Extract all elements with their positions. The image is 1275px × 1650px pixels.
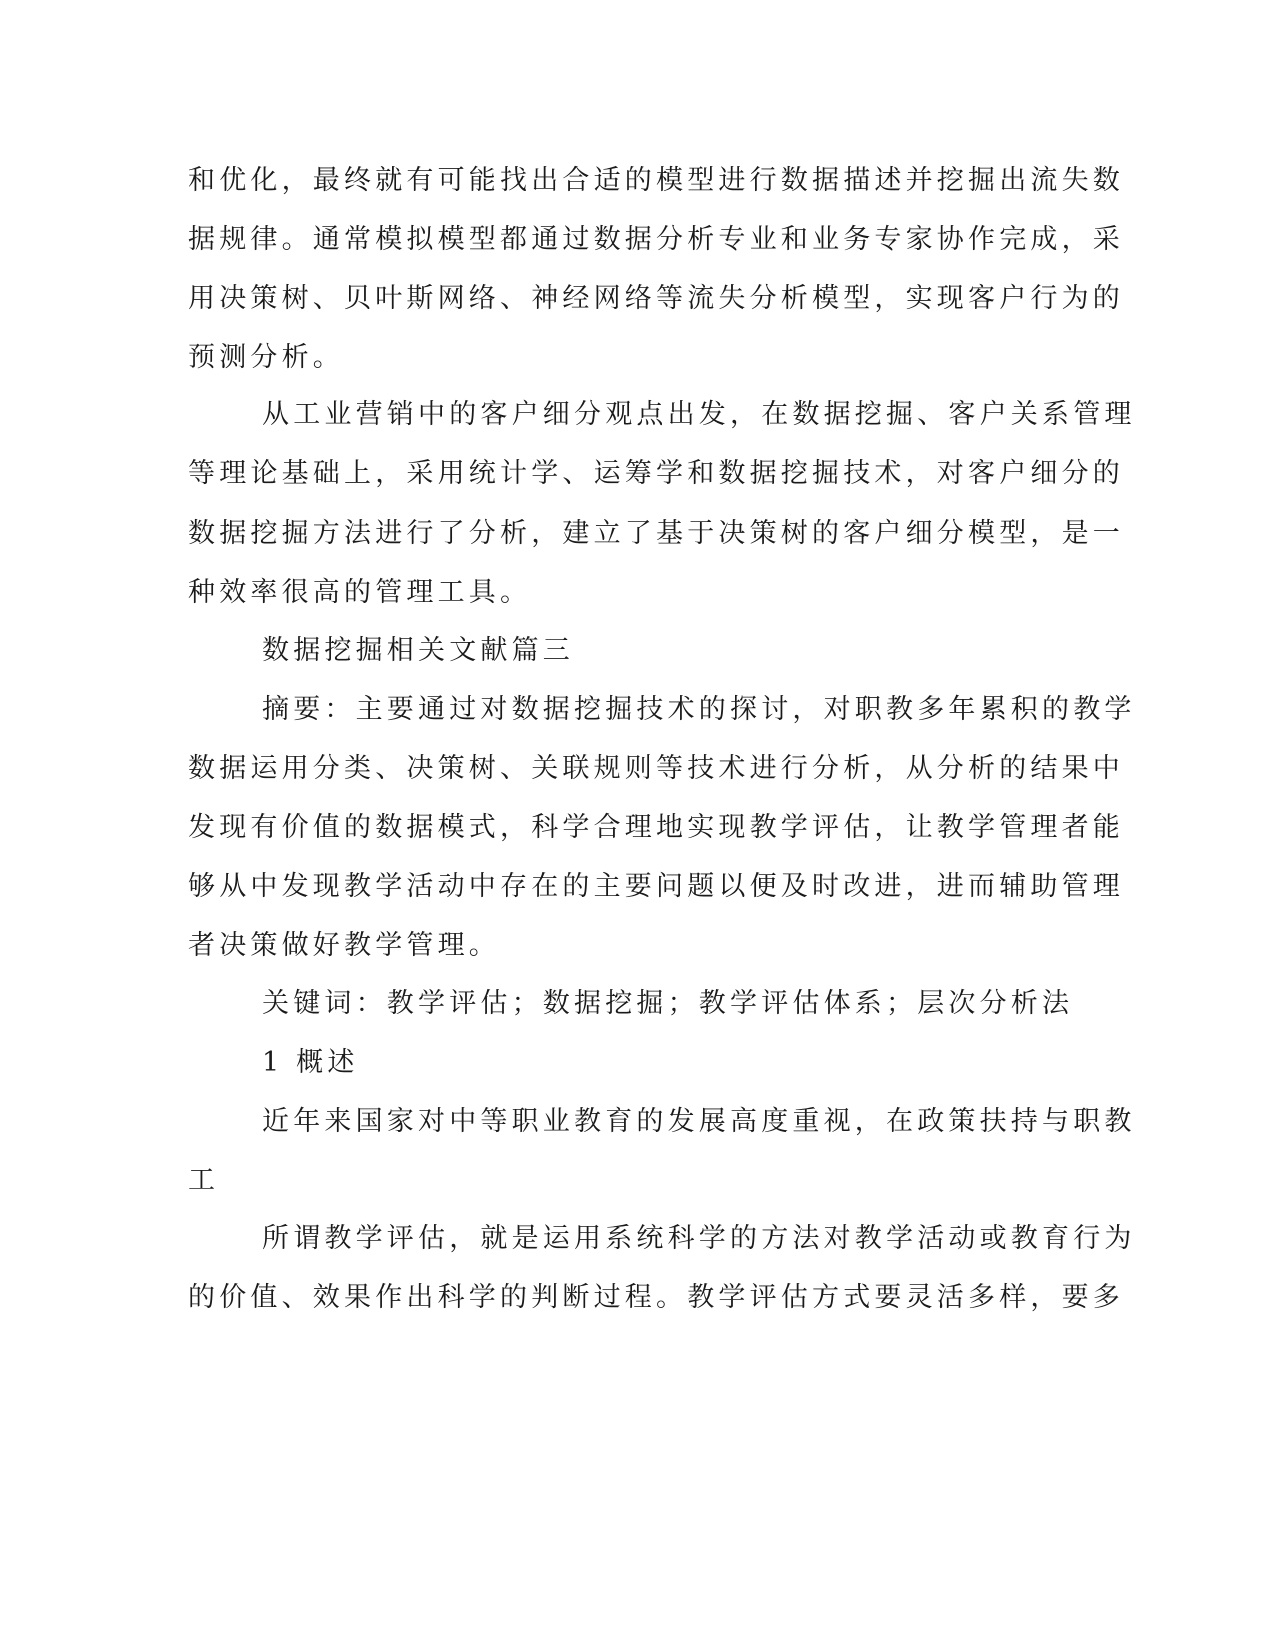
- abstract-line: 够从中发现教学活动中存在的主要问题以便及时改进，进而辅助管理: [188, 871, 1124, 902]
- paragraph-line: 用决策树、贝叶斯网络、神经网络等流失分析模型，实现客户行为的: [188, 283, 1124, 314]
- section-heading: 数据挖掘相关文献篇三: [262, 635, 574, 666]
- paragraph-line: 和优化，最终就有可能找出合适的模型进行数据描述并挖掘出流失数: [188, 165, 1124, 196]
- paragraph-line: 近年来国家对中等职业教育的发展高度重视，在政策扶持与职教: [262, 1106, 1136, 1137]
- abstract-line: 发现有价值的数据模式，科学合理地实现教学评估，让教学管理者能: [188, 812, 1124, 843]
- paragraph-line: 据规律。通常模拟模型都通过数据分析专业和业务专家协作完成，采: [188, 224, 1124, 255]
- paragraph-line: 种效率很高的管理工具。: [188, 577, 532, 608]
- paragraph-line: 等理论基础上，采用统计学、运筹学和数据挖掘技术，对客户细分的: [188, 458, 1124, 489]
- paragraph-line: 工: [188, 1165, 220, 1196]
- abstract-line: 者决策做好教学管理。: [188, 930, 500, 961]
- section-heading: 1 概述: [262, 1047, 359, 1078]
- paragraph-line: 预测分析。: [188, 342, 344, 373]
- paragraph-line: 的价值、效果作出科学的判断过程。教学评估方式要灵活多样，要多: [188, 1282, 1124, 1313]
- paragraph-line: 数据挖掘方法进行了分析，建立了基于决策树的客户细分模型，是一: [188, 518, 1124, 549]
- abstract-line: 摘要：主要通过对数据挖掘技术的探讨，对职教多年累积的教学: [262, 694, 1136, 725]
- abstract-line: 数据运用分类、决策树、关联规则等技术进行分析，从分析的结果中: [188, 753, 1124, 784]
- paragraph-line: 从工业营销中的客户细分观点出发，在数据挖掘、客户关系管理: [262, 399, 1136, 430]
- paragraph-line: 所谓教学评估，就是运用系统科学的方法对教学活动或教育行为: [262, 1223, 1136, 1254]
- keywords-line: 关键词：教学评估；数据挖掘；教学评估体系；层次分析法: [262, 988, 1074, 1019]
